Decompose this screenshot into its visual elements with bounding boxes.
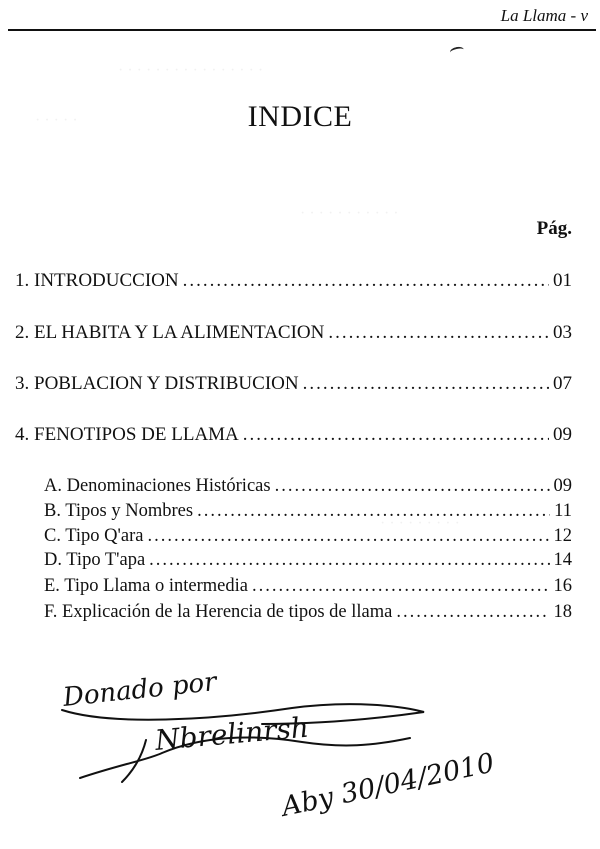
toc-entry-label: 2. EL HABITA Y LA ALIMENTACION: [15, 322, 325, 343]
bleed-through-text: · · · · · · · · ·: [380, 515, 460, 532]
dot-leader: [328, 322, 549, 344]
dot-leader: [149, 550, 549, 571]
toc-entry-introduccion[interactable]: [15, 270, 572, 292]
toc-subentry-herencia[interactable]: [44, 602, 572, 623]
toc-entry-label: 3. POBLACION Y DISTRIBUCION: [15, 373, 299, 394]
header-rule: [8, 29, 596, 31]
donado-por-text: Donado por: [61, 668, 218, 713]
signature-drawing: [52, 668, 572, 838]
page-title: INDICE: [247, 100, 353, 133]
toc-subentry-label: B. Tipos y Nombres: [44, 501, 194, 521]
toc-subentry-page: 16: [553, 576, 572, 596]
toc-subentry-page: 12: [553, 526, 572, 546]
bleed-through-text: · · · · · · · · · · ·: [300, 205, 399, 222]
toc-entry-poblacion[interactable]: [15, 373, 572, 395]
toc-subentry-page: 18: [553, 602, 572, 622]
toc-subentry-tipo-qara[interactable]: [44, 526, 572, 547]
dot-leader: [243, 424, 549, 446]
dot-leader: [197, 501, 550, 522]
bleed-through-text: · · · · ·: [35, 112, 78, 129]
dot-leader: [252, 576, 550, 597]
dot-leader: [183, 270, 549, 292]
running-head: La Llama - v: [500, 6, 588, 25]
toc-entry-label: 1. INTRODUCCION: [15, 270, 179, 291]
toc-entry-fenotipos[interactable]: [15, 424, 572, 446]
toc-entry-page: 01: [553, 270, 572, 291]
page-column-label: Pág.: [536, 218, 572, 239]
dot-leader: [275, 476, 550, 497]
toc-subentry-label: A. Denominaciones Históricas: [44, 476, 271, 496]
toc-subentry-tipo-intermedia[interactable]: [44, 576, 572, 597]
toc-subentry-page: 14: [553, 550, 572, 570]
toc-entry-label: 4. FENOTIPOS DE LLAMA: [15, 424, 239, 445]
toc-entry-page: 09: [553, 424, 572, 445]
signature-text: Nbrelinrsh: [153, 710, 311, 757]
toc-subentry-label: F. Explicación de la Herencia de tipos de llama: [44, 602, 393, 622]
toc-entry-habita[interactable]: [15, 322, 572, 344]
toc-subentry-tipos-nombres[interactable]: [44, 501, 572, 522]
toc-entry-page: 07: [553, 373, 572, 394]
toc-subentry-tipo-tapa[interactable]: [44, 550, 572, 571]
place-date-text: Aby 30/04/2010: [279, 747, 497, 823]
dot-leader: [147, 526, 549, 547]
toc-subentry-page: 09: [553, 476, 572, 496]
dot-leader: [396, 602, 549, 623]
handwritten-donation-note: [52, 668, 572, 838]
signature-stroke: [122, 740, 146, 782]
toc-subentry-denominaciones[interactable]: [44, 476, 572, 497]
toc-entry-page: 03: [553, 322, 572, 343]
toc-subentry-page: 11: [554, 501, 572, 521]
toc-subentry-label: E. Tipo Llama o intermedia: [44, 576, 248, 596]
bleed-through-text: · · · · · · · · · · · · · · · ·: [118, 62, 264, 79]
toc-subentry-label: C. Tipo Q'ara: [44, 526, 144, 546]
stray-ink-mark: [449, 46, 464, 57]
dot-leader: [303, 373, 549, 395]
toc-subentry-label: D. Tipo T'apa: [44, 550, 146, 570]
page-header: [0, 0, 600, 34]
